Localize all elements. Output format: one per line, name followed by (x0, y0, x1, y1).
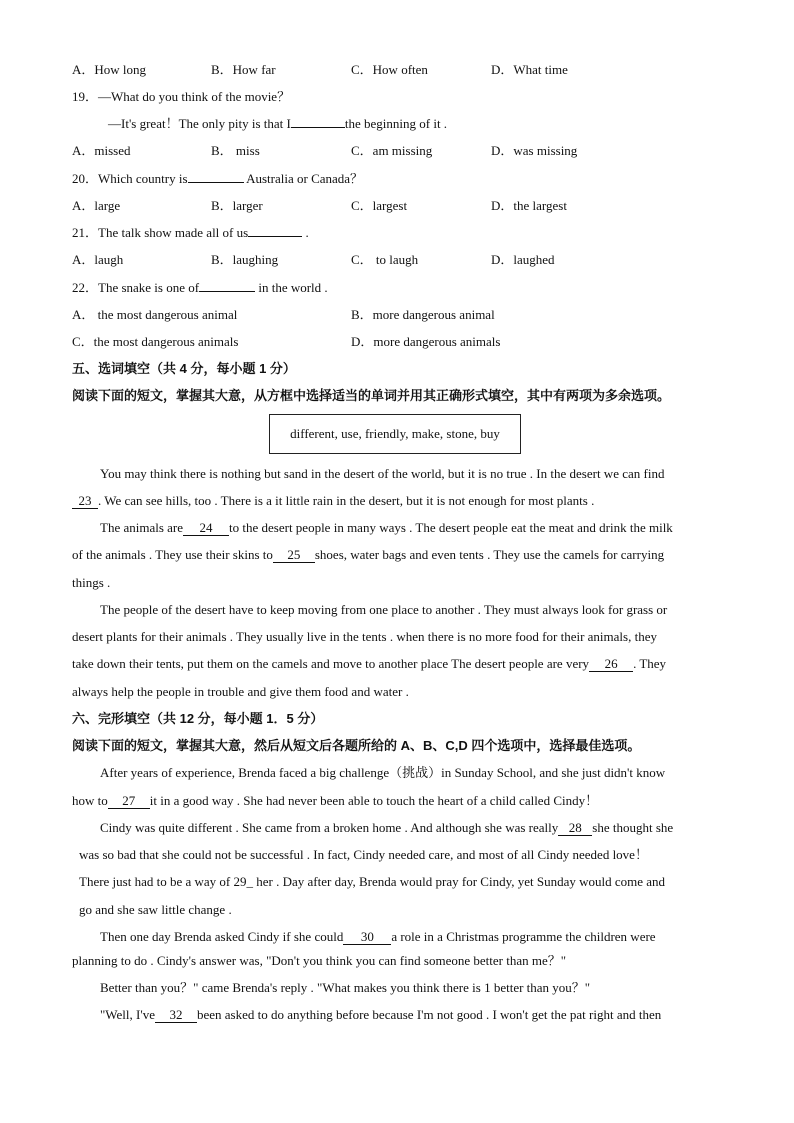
s5-p3a: The people of the desert have to keep moving from one place to another . They must always look for grass or (100, 602, 668, 617)
s5-p2-line2 (0, 545, 794, 565)
s6-p2a-pre: Cindy was quite different . She came from a broken home . And although she was really (100, 820, 559, 835)
s5-p2b-post: shoes, water bags and even tents . They use the camels for carrying (314, 547, 665, 562)
s6-p2a-post: she thought she (592, 820, 674, 835)
q22-stem-pre: 22．The snake is one of (72, 280, 200, 295)
q21-option-c: C． to laugh (351, 252, 419, 267)
s6-p3a-pre: Then one day Brenda asked Cindy if she could (100, 929, 344, 944)
s6-p1a: After years of experience, Brenda faced a big challenge（挑战）in Sunday School, and she just didn't know (100, 765, 666, 780)
q20-stem-line (0, 169, 794, 189)
s6-p3b: planning to do . Cindy's answer was, "Don't you think you can find someone better than me？" (72, 953, 567, 968)
q21-stem-post: . (305, 225, 309, 240)
q20-option-b: B．larger (211, 198, 263, 213)
s5-p2a-pre: The animals are (100, 520, 184, 535)
s5-p3-line1 (0, 600, 794, 620)
q18-option-a: A．How long (72, 62, 147, 77)
q22-option-d: D．more dangerous animals (351, 334, 501, 349)
q19-option-d: D．was missing (491, 143, 578, 158)
blank-27[interactable]: 27 (108, 793, 150, 809)
s6-p5-line (0, 1005, 794, 1025)
q18-option-b: B．How far (211, 62, 276, 77)
blank-28[interactable]: 28 (558, 820, 592, 836)
q22-stem-post: in the world . (258, 280, 328, 295)
s5-p3d: always help the people in trouble and give them food and water . (72, 684, 409, 699)
s5-p3c-post: . They (633, 656, 667, 671)
s5-p3c-wrap (72, 654, 666, 674)
q22-stem (72, 278, 328, 298)
s6-p5-wrap (100, 1005, 661, 1025)
q21-option-b: B．laughing (211, 252, 279, 267)
s5-p2b-wrap (72, 545, 664, 565)
q19-reply-line (0, 114, 794, 134)
s5-p1-line1 (0, 464, 794, 484)
q18-option-c: C．How often (351, 62, 428, 77)
s6-p1b-post: it in a good way . She had never been able to touch the heart of a child called Cindy！ (149, 793, 599, 808)
section5-title: 五、选词填空（共 4 分，每小题 1 分） (72, 361, 296, 376)
blank-24[interactable]: 24 (183, 520, 229, 536)
s6-p1-line1 (0, 763, 794, 783)
s6-p1b-wrap (72, 791, 598, 811)
s6-p3-line2 (0, 951, 794, 971)
section5-title-line (0, 359, 794, 379)
s5-p3-line4 (0, 682, 794, 702)
q22-options-row1 (0, 305, 794, 325)
q19-reply (108, 114, 447, 134)
q20-stem (72, 169, 363, 189)
q22-blank[interactable] (199, 291, 255, 292)
s5-p2a-post: to the desert people in many ways . The desert people eat the meat and drink the milk (229, 520, 673, 535)
s6-p2-line3 (0, 872, 794, 892)
s6-p5-post: been asked to do anything before because I'm not good . I won't get the pat right and then (196, 1007, 662, 1022)
q18-options (0, 60, 794, 80)
s6-p1-line2 (0, 791, 794, 811)
s6-p2b: was so bad that she could not be successful . In fact, Cindy needed care, and most of all Cindy needed love！ (79, 847, 648, 862)
q20-stem-pre: 20．Which country is (72, 171, 188, 186)
s6-p4: Better than you？" came Brenda's reply . "What makes you think there is 1 better than you？" (100, 980, 591, 995)
q20-stem-post: Australia or Canada？ (246, 171, 364, 186)
blank-26[interactable]: 26 (589, 656, 633, 672)
q19-option-b: B． miss (211, 143, 260, 158)
section6-instruction-line (0, 736, 794, 756)
s5-p2a-wrap (100, 518, 673, 538)
q22-stem-line (0, 278, 794, 298)
q21-stem-line (0, 223, 794, 243)
s6-p4-line (0, 978, 794, 998)
q21-stem (72, 223, 309, 243)
s5-p3-line3 (0, 654, 794, 674)
section5-instruction: 阅读下面的短文，掌握其大意，从方框中选择适当的单词并用其正确形式填空，其中有两项为多余选项。 (72, 388, 671, 403)
q19-blank[interactable] (291, 127, 345, 128)
s5-p1b: . We can see hills, too . There is a it little rain in the desert, but it is not enough for most plants . (98, 493, 595, 508)
s5-p3b: desert plants for their animals . They usually live in the tents . when there is no more food for their animals, they (72, 629, 657, 644)
q22-option-b: B．more dangerous animal (351, 307, 495, 322)
q20-option-c: C．largest (351, 198, 408, 213)
q20-option-d: D．the largest (491, 198, 567, 213)
blank-25[interactable]: 25 (273, 547, 315, 563)
q21-blank[interactable] (248, 236, 302, 237)
s5-p3c-pre: take down their tents, put them on the camels and move to another place The desert people are very (72, 656, 590, 671)
q19-stem-line (0, 87, 794, 107)
s6-p5-pre: "Well, I've (100, 1007, 155, 1022)
q19-reply-pre: —It's great！The only pity is that I (108, 116, 291, 131)
s6-p2a-wrap (100, 818, 673, 838)
section6-instruction: 阅读下面的短文，掌握其大意，然后从短文后各题所给的 A、B、C,D 四个选项中，选择最佳选项。 (72, 738, 641, 753)
s5-p1b-wrap (72, 491, 594, 511)
q19-options (0, 141, 794, 161)
word-box (269, 414, 521, 454)
blank-23[interactable]: 23 (72, 493, 98, 509)
s6-p1b-pre: how to (72, 793, 108, 808)
blank-32[interactable]: 32 (155, 1007, 197, 1023)
s5-p1-line2 (0, 491, 794, 511)
s5-p2-line3 (0, 573, 794, 593)
q19-option-a: A．missed (72, 143, 131, 158)
q18-option-d: D．What time (491, 62, 568, 77)
s5-p2b-pre: of the animals . They use their skins to (72, 547, 273, 562)
q21-option-a: A．laugh (72, 252, 124, 267)
s6-p2d: go and she saw little change . (79, 902, 232, 917)
q19-option-c: C．am missing (351, 143, 433, 158)
section6-title-line (0, 709, 794, 729)
q20-blank[interactable] (188, 182, 244, 183)
s5-p2c: things . (72, 575, 111, 590)
blank-30[interactable]: 30 (343, 929, 391, 945)
q20-option-a: A．large (72, 198, 121, 213)
s6-p2-line1 (0, 818, 794, 838)
s6-p3a-wrap (100, 927, 656, 947)
s5-p3-line2 (0, 627, 794, 647)
s6-p3-line1 (0, 927, 794, 947)
word-box-text: different, use, friendly, make, stone, buy (290, 426, 500, 441)
q21-stem-pre: 21．The talk show made all of us (72, 225, 249, 240)
q22-option-c: C．the most dangerous animals (72, 334, 239, 349)
q21-options (0, 250, 794, 270)
q22-option-a: A． the most dangerous animal (72, 307, 238, 322)
s5-p2-line1 (0, 518, 794, 538)
s6-p3a-post: a role in a Christmas programme the children were (391, 929, 656, 944)
s6-p2-line2 (0, 845, 794, 865)
section5-instruction-line (0, 386, 794, 406)
q20-options (0, 196, 794, 216)
q19-reply-post: the beginning of it . (344, 116, 448, 131)
q22-options-row2 (0, 332, 794, 352)
q19-stem: 19．—What do you think of the movie？ (72, 89, 291, 104)
s6-p2c: There just had to be a way of 29_ her . Day after day, Brenda would pray for Cindy, yet Sunday would come and (79, 874, 666, 889)
section6-title: 六、完形填空（共 12 分，每小题 1．5 分） (72, 711, 324, 726)
s5-p1a: You may think there is nothing but sand in the desert of the world, but it is no true . In the desert we can find (100, 466, 665, 481)
s6-p2-line4 (0, 900, 794, 920)
q21-option-d: D．laughed (491, 252, 555, 267)
